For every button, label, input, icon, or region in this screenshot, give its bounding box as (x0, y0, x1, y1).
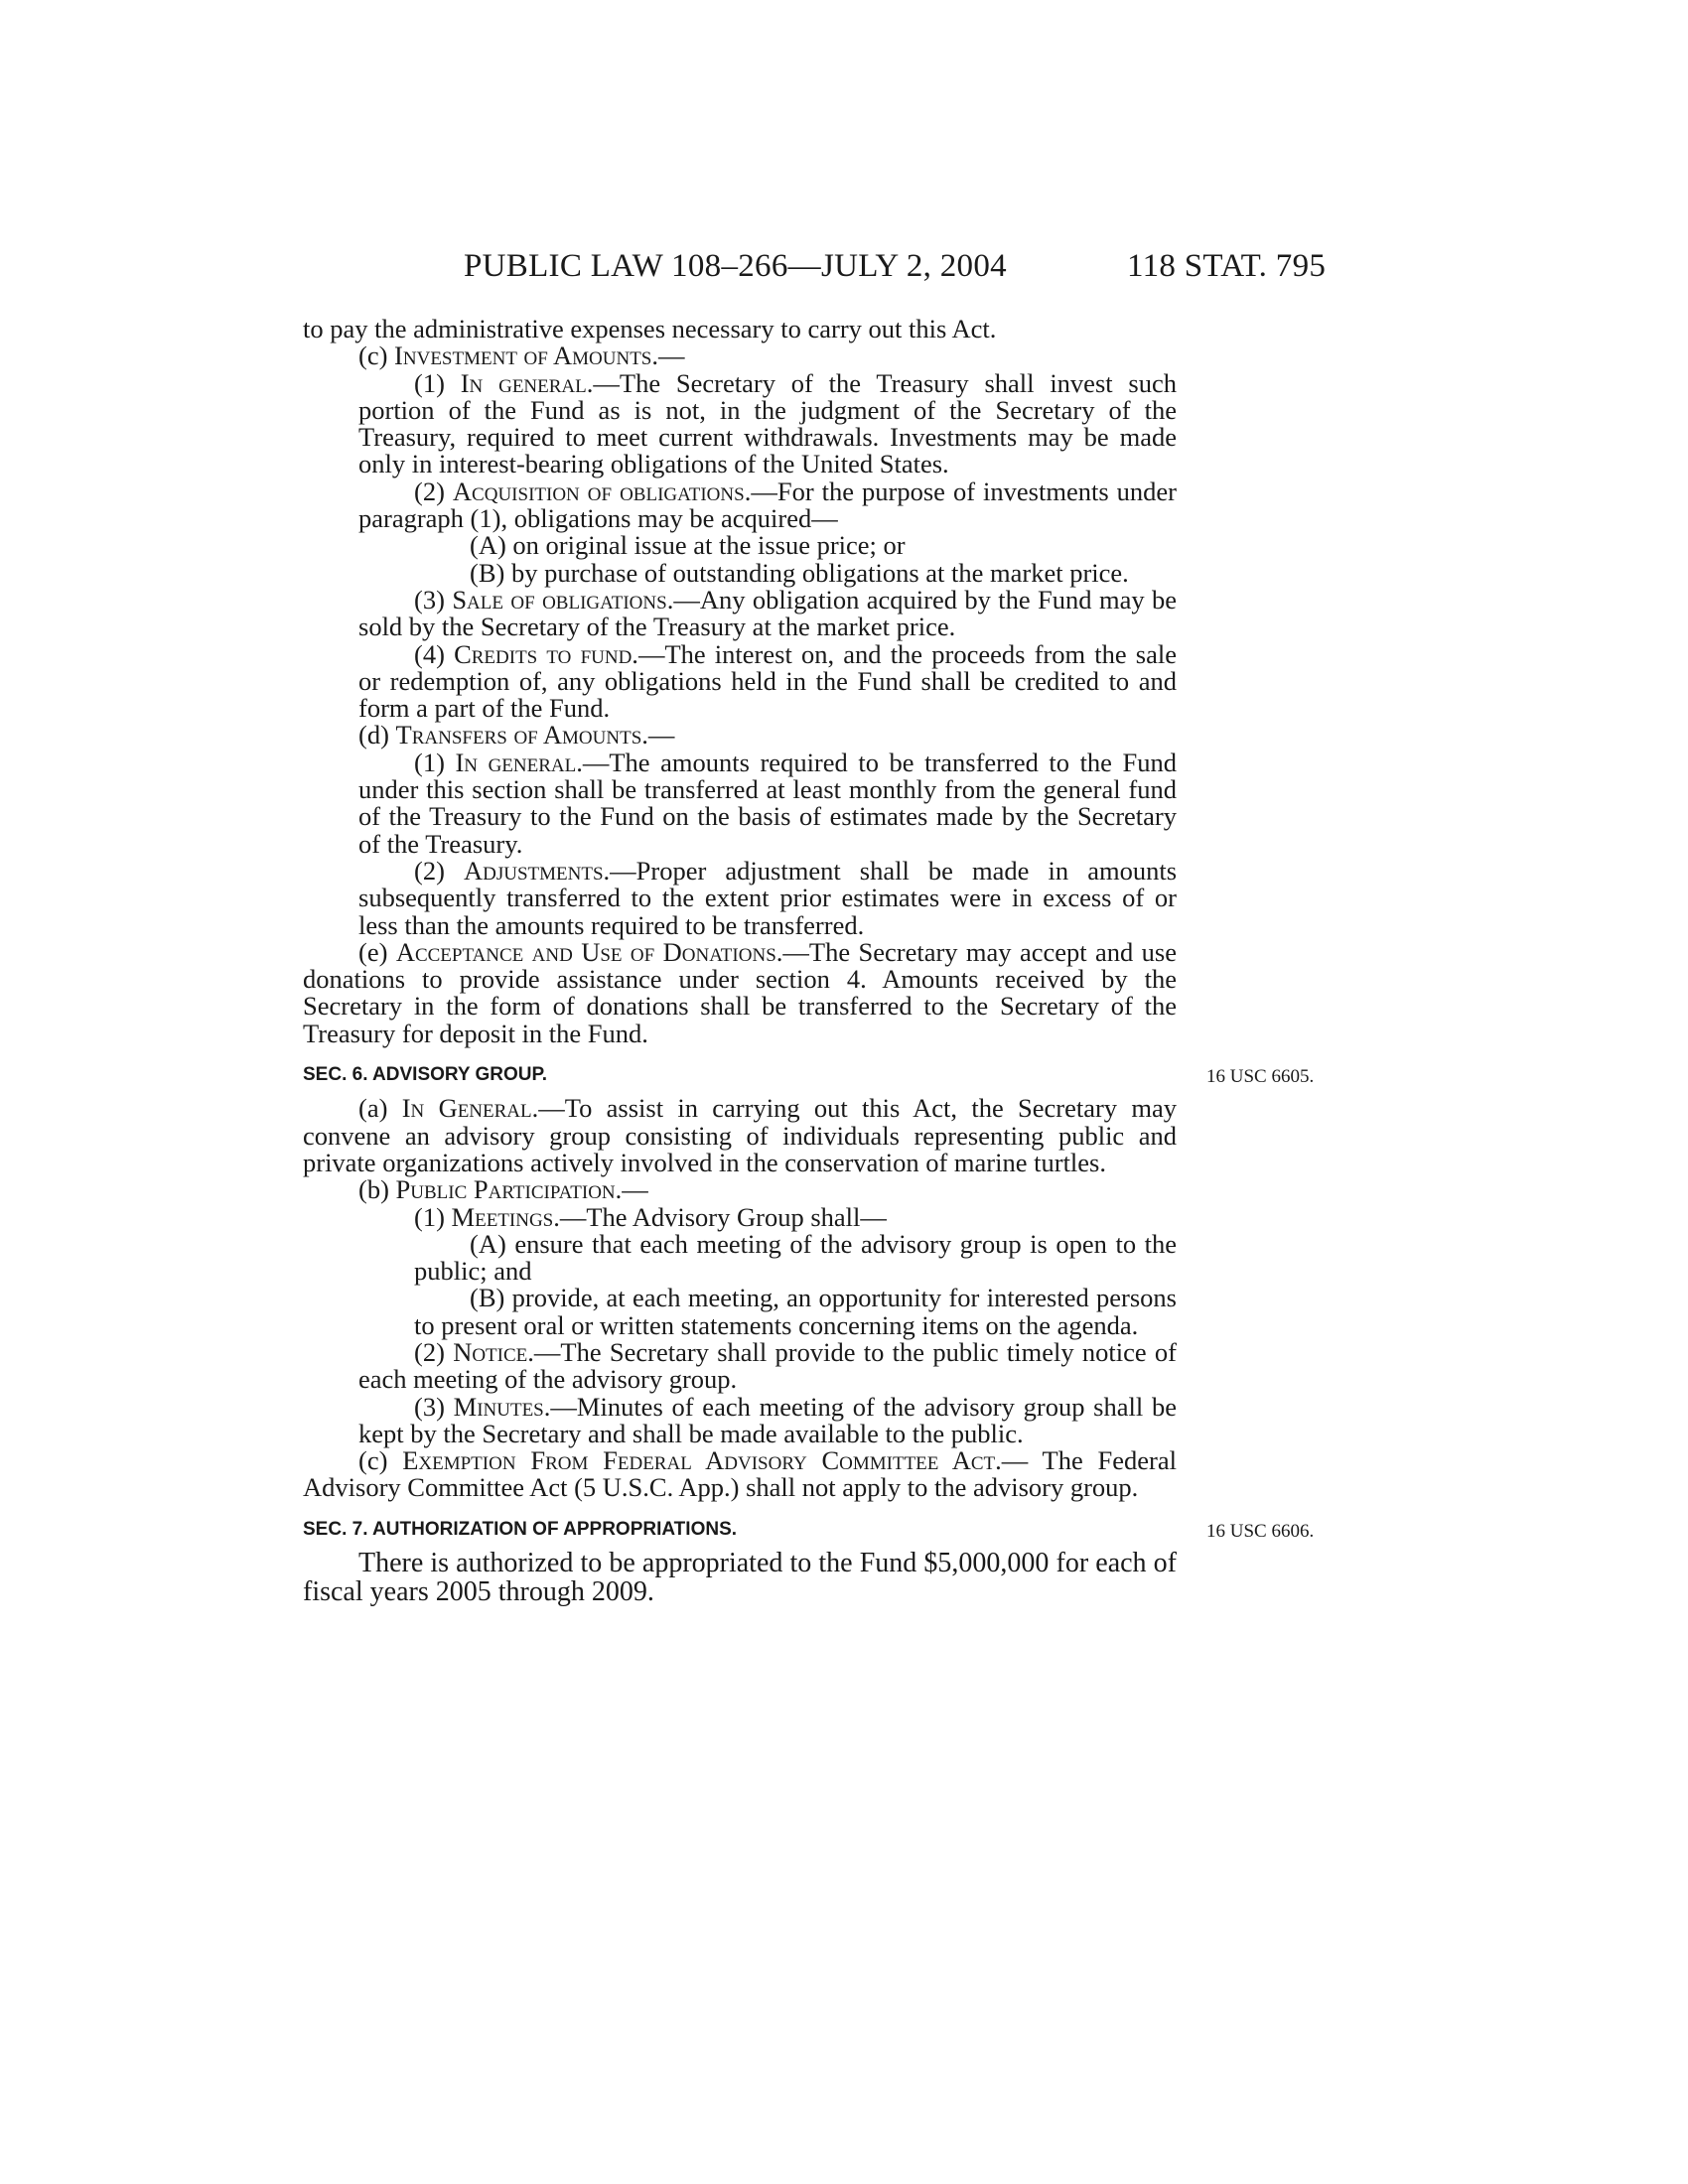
paragraph-heading: Credits to fund. (454, 638, 638, 669)
paragraph-heading: Sale of obligations. (452, 584, 674, 614)
subsection-e: (e) Acceptance and Use of Donations.—The Secretary may accept and use donations to provide assistance under section 4. Amounts received by the Secretary in the form of donations shall be transferred to the Secretary of the Treasury for deposit in the Fund. (303, 936, 1177, 1048)
subparagraph-c2A: (A) on original issue at the issue price; or (470, 530, 906, 561)
subsection-heading: Investment of Amounts. (394, 341, 658, 371)
paragraph-heading: Notice. (453, 1336, 534, 1367)
subsection-6b: (b) Public Participation.— (358, 1174, 648, 1205)
paragraph-heading: Acquisition of obligations. (452, 476, 752, 506)
subsection-heading: Acceptance and Use of Donations. (395, 936, 783, 967)
section-7-heading-row (303, 1516, 1315, 1543)
paragraph-d1: (1) In general.—The amounts required to be transferred to the Fund under this section shall be transferred at least monthly from the general fund of the Treasury to the Fund on the basis of estimates made by the Secretary of the Treasury. (358, 747, 1177, 859)
paragraph-heading: In general. (460, 367, 594, 398)
paragraph-continued: to pay the administrative expenses necessary to carry out this Act. (303, 314, 997, 343)
paragraph-c2: (2) Acquisition of obligations.—For the purpose of investments under paragraph (1), obligations may be acquired— (358, 476, 1177, 534)
subsection-heading: Exemption From Federal Advisory Committee Act. (402, 1445, 1002, 1476)
section-7-text: There is authorized to be appropriated to the Fund $5,000,000 for each of fiscal years 2005 through 2009. (303, 1548, 1177, 1607)
paragraph-d2: (2) Adjustments.—Proper adjustment shall be made in amounts subsequently transferred to the extent prior estimates were in excess of or less than the amounts required to be transferred. (358, 855, 1178, 940)
page-body (303, 314, 1315, 1607)
paragraph-c3: (3) Sale of obligations.—Any obligation acquired by the Fund may be sold by the Secretary of the Treasury at the market price. (358, 584, 1177, 642)
paragraph-c4: (4) Credits to fund.—The interest on, and the proceeds from the sale or redemption of, any obligations held in the Fund shall be credited to and form a part of the Fund. (358, 638, 1178, 724)
paragraph-heading: Meetings. (451, 1201, 560, 1232)
subsection-6c: (c) Exemption From Federal Advisory Committee Act.— The Federal Advisory Committee Act (5 U.S.C. App.) shall not apply to the advisory group. (303, 1445, 1177, 1503)
margin-citation: 16 USC 6605. (1206, 1066, 1315, 1088)
section-heading: SEC. 7. AUTHORIZATION OF APPROPRIATIONS. (303, 1518, 738, 1540)
paragraph-6b2: (2) Notice.—The Secretary shall provide to the public timely notice of each meeting of the advisory group. (358, 1336, 1177, 1395)
subparagraph-6b1B: (B) provide, at each meeting, an opportunity for interested persons to present oral or written statements concerning items on the agenda. (414, 1283, 1177, 1340)
subparagraph-c2B: (B) by purchase of outstanding obligations at the market price. (470, 557, 1129, 588)
subsection-c: (c) Investment of Amounts.— (358, 341, 685, 371)
subparagraph-6b1A: (A) ensure that each meeting of the advisory group is open to the public; and (414, 1228, 1177, 1287)
subsection-heading: In General. (401, 1093, 539, 1124)
subsection-d: (d) Transfers of Amounts.— (358, 720, 675, 751)
subsection-heading: Public Participation. (395, 1174, 623, 1205)
margin-citation: 16 USC 6606. (1206, 1520, 1315, 1542)
paragraph-6b3: (3) Minutes.—Minutes of each meeting of the advisory group shall be kept by the Secretary and shall be made available to the public. (358, 1391, 1177, 1448)
page-citation: 118 STAT. 795 (1127, 248, 1327, 284)
paragraph-6b1: (1) Meetings.—The Advisory Group shall— (414, 1201, 887, 1232)
section-6-heading-row (303, 1061, 1315, 1088)
paragraph-heading: In general. (455, 747, 583, 777)
paragraph-heading: Adjustments. (464, 855, 611, 886)
section-heading: SEC. 6. ADVISORY GROUP. (303, 1064, 548, 1086)
subsection-6a: (a) In General.—To assist in carrying out this Act, the Secretary may convene an advisory group consisting of individuals representing public and private organizations actively involved in the conservation of marine turtles. (303, 1093, 1177, 1177)
paragraph-c1: (1) In general.—The Secretary of the Treasury shall invest such portion of the Fund as is not, in the judgment of the Secretary of the Treasury, required to meet current withdrawals. Investments may be made only in interest-bearing obligations of the United States. (358, 367, 1178, 479)
paragraph-heading: Minutes. (453, 1391, 551, 1422)
running-header-title: PUBLIC LAW 108–266—JULY 2, 2004 (464, 248, 1007, 284)
subsection-heading: Transfers of Amounts. (395, 720, 648, 751)
